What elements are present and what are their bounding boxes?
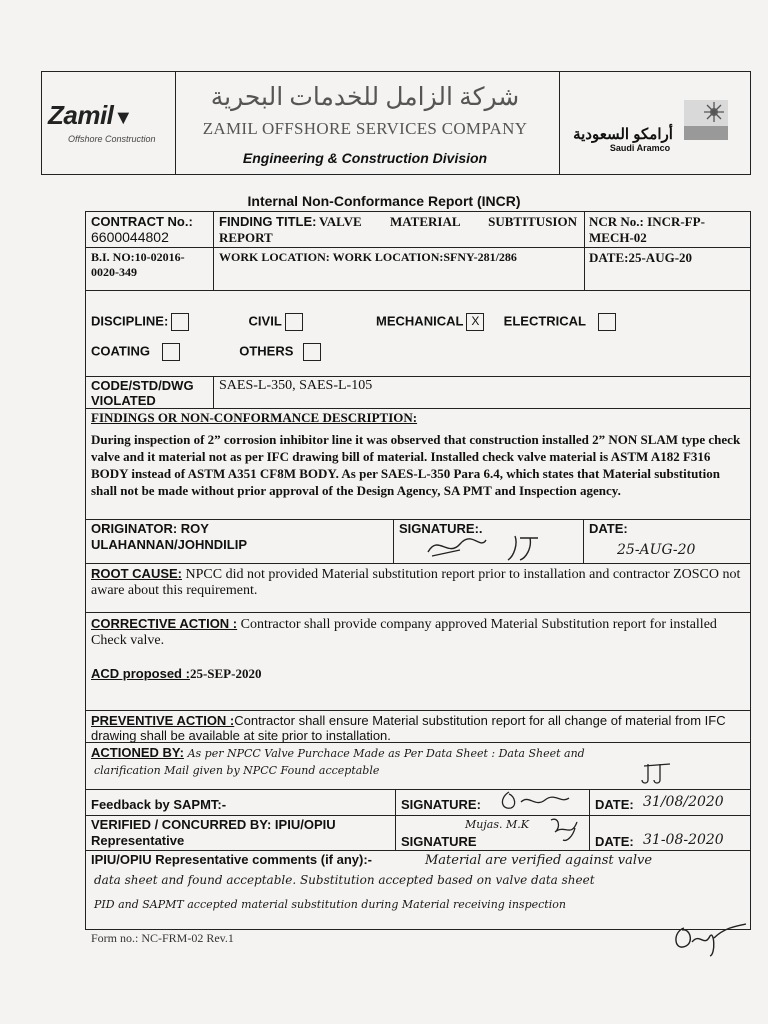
orig-date-value: 25-AUG-20 xyxy=(617,542,696,558)
mechanical-checkbox[interactable] xyxy=(466,313,484,331)
verified-date-label: DATE: xyxy=(595,834,634,849)
actioned-row xyxy=(91,745,746,760)
discipline-label: DISCIPLINE: xyxy=(91,313,169,329)
findings-text: During inspection of 2” corrosion inhibitor line it was observed that construction installed 2” NON SLAM type check valve and it material not as per IFC drawing bill of material. Installed check valve material is ASTM A182 F316 BODY instead of ASTM A351 CF8M BODY. As per SAES-L-350 Para 6.4, which states that Material substitution shall not be made without prior approval of the Design Agency, SA PMT and Inspection agency. xyxy=(91,432,741,498)
code-value: SAES-L-350, SAES-L-105 xyxy=(219,378,373,393)
comments-line2: data sheet and found acceptable. Substitution accepted based on valve data sheet xyxy=(94,873,595,887)
line-12 xyxy=(85,850,750,851)
ncr-number: NCR No.: INCR-FP-MECH-02 xyxy=(589,214,705,245)
form-title: Internal Non-Conformance Report (INCR) xyxy=(247,193,521,209)
acd-value: 25-SEP-2020 xyxy=(189,666,262,681)
discipline-checkbox[interactable] xyxy=(171,313,189,331)
company-name: ZAMIL OFFSHORE SERVICES COMPANY xyxy=(202,119,528,138)
originator-label: ORIGINATOR: ROY xyxy=(91,521,209,536)
zamil-logo xyxy=(48,100,133,131)
feedback-date-value: 31/08/2020 xyxy=(643,794,724,810)
vline-feedback-1 xyxy=(395,789,396,851)
arabic-company-name: شركة الزامل للخدمات البحرية xyxy=(210,84,520,111)
orig-signature-label: SIGNATURE:. xyxy=(399,521,483,536)
coating-row xyxy=(91,343,321,361)
coating-checkbox[interactable] xyxy=(162,343,180,361)
vline-ncr xyxy=(584,211,585,291)
zamil-logo-sub: Offshore Construction xyxy=(68,134,156,144)
originator-name: ULAHANNAN/JOHNDILIP xyxy=(91,537,247,552)
line-10 xyxy=(85,789,750,790)
comments-line3: PID and SAPMT accepted material substitution during Material receiving inspection xyxy=(94,898,566,911)
finding-title-value: VALVE MATERIAL SUBTITUSION REPORT xyxy=(219,214,577,245)
others-label: OTHERS xyxy=(239,343,294,359)
line-7 xyxy=(85,612,750,613)
feedback-signature-label: SIGNATURE: xyxy=(401,797,481,812)
contract-value: 6600044802 xyxy=(91,229,169,245)
aramco-english: Saudi Aramco xyxy=(609,143,671,153)
line-11 xyxy=(85,815,750,816)
line-6 xyxy=(85,563,750,564)
verified-label: VERIFIED / CONCURRED BY: IPIU/OPIU Representative xyxy=(91,817,336,848)
corrective-label: CORRECTIVE ACTION : xyxy=(91,616,238,631)
form-number: Form no.: NC-FRM-02 Rev.1 xyxy=(91,931,234,945)
aramco-logo-icon xyxy=(684,100,728,140)
line-2 xyxy=(85,290,750,291)
root-cause-block xyxy=(91,566,743,599)
root-cause-text: NPCC did not provided Material substitution report prior to installation and contractor ZOSCO not aware about this requirement. xyxy=(91,567,741,598)
line-3 xyxy=(85,376,750,377)
verified-signature-label: SIGNATURE xyxy=(401,834,477,849)
vline-orig-2 xyxy=(583,519,584,564)
line-4 xyxy=(85,408,750,409)
preventive-block xyxy=(91,713,746,743)
actioned-line1: As per NPCC Valve Purchace Made as Per Data Sheet : Data Sheet and xyxy=(187,747,585,760)
verified-name: Mujas. M.K xyxy=(465,818,529,831)
bottom-signature-image xyxy=(670,918,750,958)
others-checkbox[interactable] xyxy=(303,343,321,361)
originator-signature-image xyxy=(420,530,570,564)
work-location: WORK LOCATION: WORK LOCATION:SFNY-281/286 xyxy=(219,250,517,264)
line-5 xyxy=(85,519,750,520)
code-label: CODE/STD/DWG VIOLATED xyxy=(91,378,194,408)
verified-signature-image xyxy=(545,814,589,844)
logo-flag-icon: ▼ xyxy=(113,107,133,129)
actioned-line2: clarification Mail given by NPCC Found acceptable xyxy=(94,764,380,777)
civil-checkbox[interactable] xyxy=(285,313,303,331)
bi-number: B.I. NO:10-02016-0020-349 xyxy=(91,250,185,279)
civil-label: CIVIL xyxy=(248,313,282,329)
corrective-block xyxy=(91,616,743,649)
coating-label: COATING xyxy=(91,343,150,359)
acd-label: ACD proposed : xyxy=(91,666,190,681)
electrical-label: ELECTRICAL xyxy=(503,313,587,329)
feedback-date-label: DATE: xyxy=(595,797,634,812)
zamil-logo-text: Zamil xyxy=(48,100,114,130)
aramco-arabic: أرامكو السعودية xyxy=(573,126,673,143)
actioned-label: ACTIONED BY: xyxy=(91,745,184,760)
comments-label: IPIU/OPIU Representative comments (if any):- xyxy=(91,852,373,867)
preventive-text: Contractor shall ensure Material substitution report for all change of material from IFC drawing shall be available at site prior to installation. xyxy=(91,713,726,743)
actioned-initials-image xyxy=(640,760,690,786)
contract-label: CONTRACT No.: xyxy=(91,214,193,229)
preventive-label: PREVENTIVE ACTION : xyxy=(91,713,235,728)
findings-heading: FINDINGS OR NON-CONFORMANCE DESCRIPTION: xyxy=(91,410,418,425)
line-8 xyxy=(85,710,750,711)
electrical-checkbox[interactable] xyxy=(598,313,616,331)
line-1 xyxy=(85,247,750,248)
feedback-signature-image xyxy=(495,788,585,814)
vline-contract xyxy=(213,211,214,291)
report-date: DATE:25-AUG-20 xyxy=(589,250,693,265)
acd-block xyxy=(91,666,261,682)
header-divider-left xyxy=(175,71,176,174)
comments-line1: Material are verified against valve xyxy=(425,853,653,868)
corrective-text: Contractor shall provide company approved Material Substitution report for installed Check valve. xyxy=(91,617,717,648)
header-divider-right xyxy=(559,71,560,174)
discipline-row xyxy=(91,313,616,331)
vline-code xyxy=(213,376,214,409)
mechanical-check-mark: X xyxy=(471,314,480,328)
mechanical-label: MECHANICAL xyxy=(376,313,464,329)
feedback-label: Feedback by SAPMT:- xyxy=(91,797,227,812)
orig-date-label: DATE: xyxy=(589,521,628,536)
root-cause-label: ROOT CAUSE: xyxy=(91,566,182,581)
vline-feedback-2 xyxy=(589,789,590,851)
division-name: Engineering & Construction Division xyxy=(242,150,488,166)
verified-date-value: 31-08-2020 xyxy=(643,832,724,848)
finding-title-label: FINDING TITLE: xyxy=(219,214,317,229)
vline-orig-1 xyxy=(393,519,394,564)
